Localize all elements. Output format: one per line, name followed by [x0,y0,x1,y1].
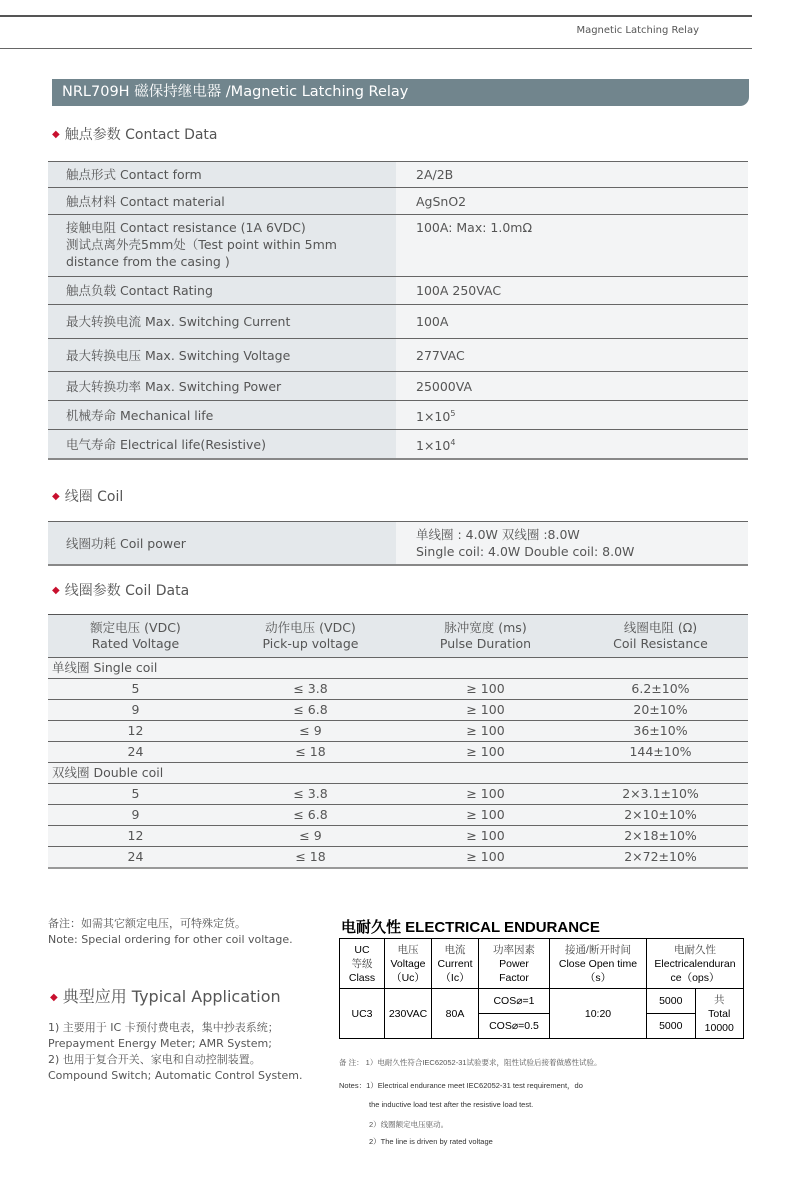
spec-value: 2A/2B [396,162,748,188]
header-line: 等级 [351,957,373,970]
header-line: ce（ops） [670,971,720,984]
table-row [48,721,748,742]
value-exponent: 4 [450,438,456,448]
spec-value [396,401,748,430]
cell: ≤ 9 [223,721,398,742]
header-line: Current [437,957,473,970]
spec-value: 25000VA [396,372,748,401]
application-line: Prepayment Energy Meter; AMR System; [48,1037,272,1050]
header-line: （Ic） [440,971,470,984]
cell-class: UC3 [340,989,385,1039]
application-line: 2) 也用于复合开关、家电和自动控制装置。 [48,1053,261,1066]
cell: ≤ 18 [223,847,398,869]
header-line: Factor [499,971,529,984]
header-cn: 线圈电阻 (Ω) [623,620,698,635]
header-line: UC [354,943,370,956]
spec-label [48,215,396,277]
spec-label: 线圈功耗 Coil power [48,522,396,566]
cell: 12 [48,826,223,847]
header-line: 电耐久性 [674,943,716,956]
cell: ≥ 100 [398,679,573,700]
value-base: 1×10 [416,409,451,425]
header-line: 接通/断开时间 [565,943,631,956]
cell: 12 [48,721,223,742]
endurance-table [339,938,744,1039]
cell-total [695,989,744,1039]
header-en: Pick-up voltage [262,636,359,651]
table-header-row [48,615,748,658]
table-row [48,784,748,805]
diamond-bullet-icon: ◆ [52,129,60,140]
cell: ≥ 100 [398,784,573,805]
spec-label: 电气寿命 Electrical life(Resistive) [48,430,396,460]
cell: 2×18±10% [573,826,748,847]
spec-value: 100A 250VAC [396,277,748,305]
coil-power-cn: 单线圈 : 4.0W 双线圈 :8.0W [416,527,580,542]
product-title-bar: NRL709H 磁保持继电器 /Magnetic Latching Relay [52,79,749,106]
section-contact-data [52,124,218,144]
table-row [48,188,748,215]
spec-value: AgSnO2 [396,188,748,215]
group-label: 单线圈 Single coil [48,658,748,679]
running-header: Magnetic Latching Relay [576,25,699,36]
cell-power-factor: COS⌀=1 [479,989,550,1014]
section-heading: 触点参数 Contact Data [64,127,218,143]
table-row [48,305,748,339]
cell: ≥ 100 [398,847,573,869]
header-en: Coil Resistance [613,636,708,651]
coil-data-table [48,614,748,869]
cell: 5 [48,784,223,805]
table-row [48,372,748,401]
table-header-row [340,939,744,989]
endurance-note-en-1b: the inductive load test after the resistive load test. [369,1100,534,1109]
cell: 2×3.1±10% [573,784,748,805]
header-en: Pulse Duration [439,636,532,651]
coil-power-table [48,521,748,566]
cell: ≤ 18 [223,742,398,763]
table-row [48,277,748,305]
header-line: Close Open time [558,957,638,970]
cell: ≤ 3.8 [223,679,398,700]
endurance-note-en-1a: Notes：1）Electrical endurance meet IEC62052-31 test requirement，do [339,1081,583,1090]
cell: ≥ 100 [398,742,573,763]
spec-value [396,522,748,566]
cell: ≥ 100 [398,826,573,847]
cell: 144±10% [573,742,748,763]
header-line: （Uc） [391,971,425,984]
header-line: 电流 [444,943,466,956]
header-cn: 动作电压 (VDC) [265,620,356,635]
header-rule-top [0,15,752,17]
group-row [48,658,748,679]
header-cn: 脉冲宽度 (ms) [444,620,527,635]
spec-label: 最大转换电流 Max. Switching Current [48,305,396,339]
cell: 20±10% [573,700,748,721]
value-base: 1×10 [416,438,451,454]
label-line: 测试点离外壳5mm处（Test point within 5mm [66,237,337,252]
group-row [48,763,748,784]
group-label: 双线圈 Double coil [48,763,748,784]
spec-value: 100A [396,305,748,339]
spec-label: 最大转换功率 Max. Switching Power [48,372,396,401]
endurance-note-cn-2: 2）线圈额定电压驱动。 [369,1120,449,1129]
column-header [647,939,744,989]
cell: ≤ 9 [223,826,398,847]
table-row [48,522,748,566]
cell-current: 80A [432,989,479,1039]
header-line: （s） [584,971,612,984]
cell: ≤ 6.8 [223,700,398,721]
endurance-title: 电耐久性 ELECTRICAL ENDURANCE [341,919,600,936]
table-row [48,679,748,700]
coil-voltage-note [48,916,293,948]
diamond-bullet-icon: ◆ [52,585,60,596]
coil-power-en: Single coil: 4.0W Double coil: 8.0W [416,544,635,559]
table-row [48,430,748,460]
cell: 6.2±10% [573,679,748,700]
section-heading: 线圈 Coil [64,489,124,505]
table-row [48,162,748,188]
column-header [385,939,432,989]
spec-value: 277VAC [396,339,748,372]
section-coil-data [52,580,189,600]
header-line: Electricalenduran [654,957,736,970]
spec-label: 机械寿命 Mechanical life [48,401,396,430]
endurance-note-en-2: 2）The line is driven by rated voltage [369,1137,493,1146]
header-rule-bottom [0,48,752,49]
cell-voltage: 230VAC [385,989,432,1039]
total-value: 10000 [704,1021,734,1034]
table-row [48,700,748,721]
value-exponent: 5 [450,409,456,418]
header-cn: 额定电压 (VDC) [90,620,181,635]
header-line: Class [348,971,376,984]
cell: 9 [48,805,223,826]
section-heading: 线圈参数 Coil Data [64,583,190,599]
total-cn: 共 [714,993,725,1006]
contact-data-table [48,161,748,460]
spec-value [396,430,748,460]
spec-label: 触点负载 Contact Rating [48,277,396,305]
cell: 9 [48,700,223,721]
header-line: 功率因素 [493,943,535,956]
section-heading: 典型应用 Typical Application [62,987,281,1006]
cell-ops: 5000 [647,989,696,1014]
column-header [398,615,573,658]
table-row [48,826,748,847]
diamond-bullet-icon: ◆ [52,491,60,502]
diamond-bullet-icon: ◆ [50,992,58,1003]
cell: 2×72±10% [573,847,748,869]
application-line: 1) 主要用于 IC 卡预付费电表，集中抄表系统； [48,1021,279,1034]
cell: ≥ 100 [398,700,573,721]
header-line: Voltage [390,957,426,970]
table-row [48,215,748,277]
table-row [48,805,748,826]
section-coil [52,486,123,506]
cell: 36±10% [573,721,748,742]
application-line: Compound Switch; Automatic Control System. [48,1069,303,1082]
column-header [48,615,223,658]
spec-label: 最大转换电压 Max. Switching Voltage [48,339,396,372]
label-line: 接触电阻 Contact resistance (1A 6VDC) [66,220,306,235]
spec-label: 触点材料 Contact material [48,188,396,215]
column-header [479,939,550,989]
note-cn: 备注：如需其它额定电压，可特殊定货。 [48,917,246,930]
cell: ≤ 3.8 [223,784,398,805]
cell: 5 [48,679,223,700]
header-en: Rated Voltage [91,636,180,651]
table-row [48,401,748,430]
cell-time: 10:20 [550,989,647,1039]
cell: 2×10±10% [573,805,748,826]
note-en: Note: Special ordering for other coil voltage. [48,933,293,946]
cell: ≤ 6.8 [223,805,398,826]
cell: 24 [48,847,223,869]
column-header [573,615,748,658]
section-typical-application [50,984,281,1007]
spec-value: 100A: Max: 1.0mΩ [396,215,748,277]
label-line: distance from the casing ) [66,254,230,269]
table-row [340,989,744,1014]
header-line: Power [499,957,529,970]
application-text [48,1020,303,1084]
total-en: Total [708,1007,731,1020]
cell: ≥ 100 [398,805,573,826]
table-row [48,847,748,869]
header-line: 电压 [397,943,419,956]
column-header [223,615,398,658]
column-header [340,939,385,989]
cell-ops: 5000 [647,1014,696,1039]
table-row [48,339,748,372]
table-row [48,742,748,763]
column-header [432,939,479,989]
cell-power-factor: COS⌀=0.5 [479,1014,550,1039]
cell: ≥ 100 [398,721,573,742]
endurance-note-cn-1: 备 注： 1）电耐久性符合IEC62052-31试验要求，阻性试验后接着做感性试验。 [339,1058,602,1067]
column-header [550,939,647,989]
cell: 24 [48,742,223,763]
spec-label: 触点形式 Contact form [48,162,396,188]
